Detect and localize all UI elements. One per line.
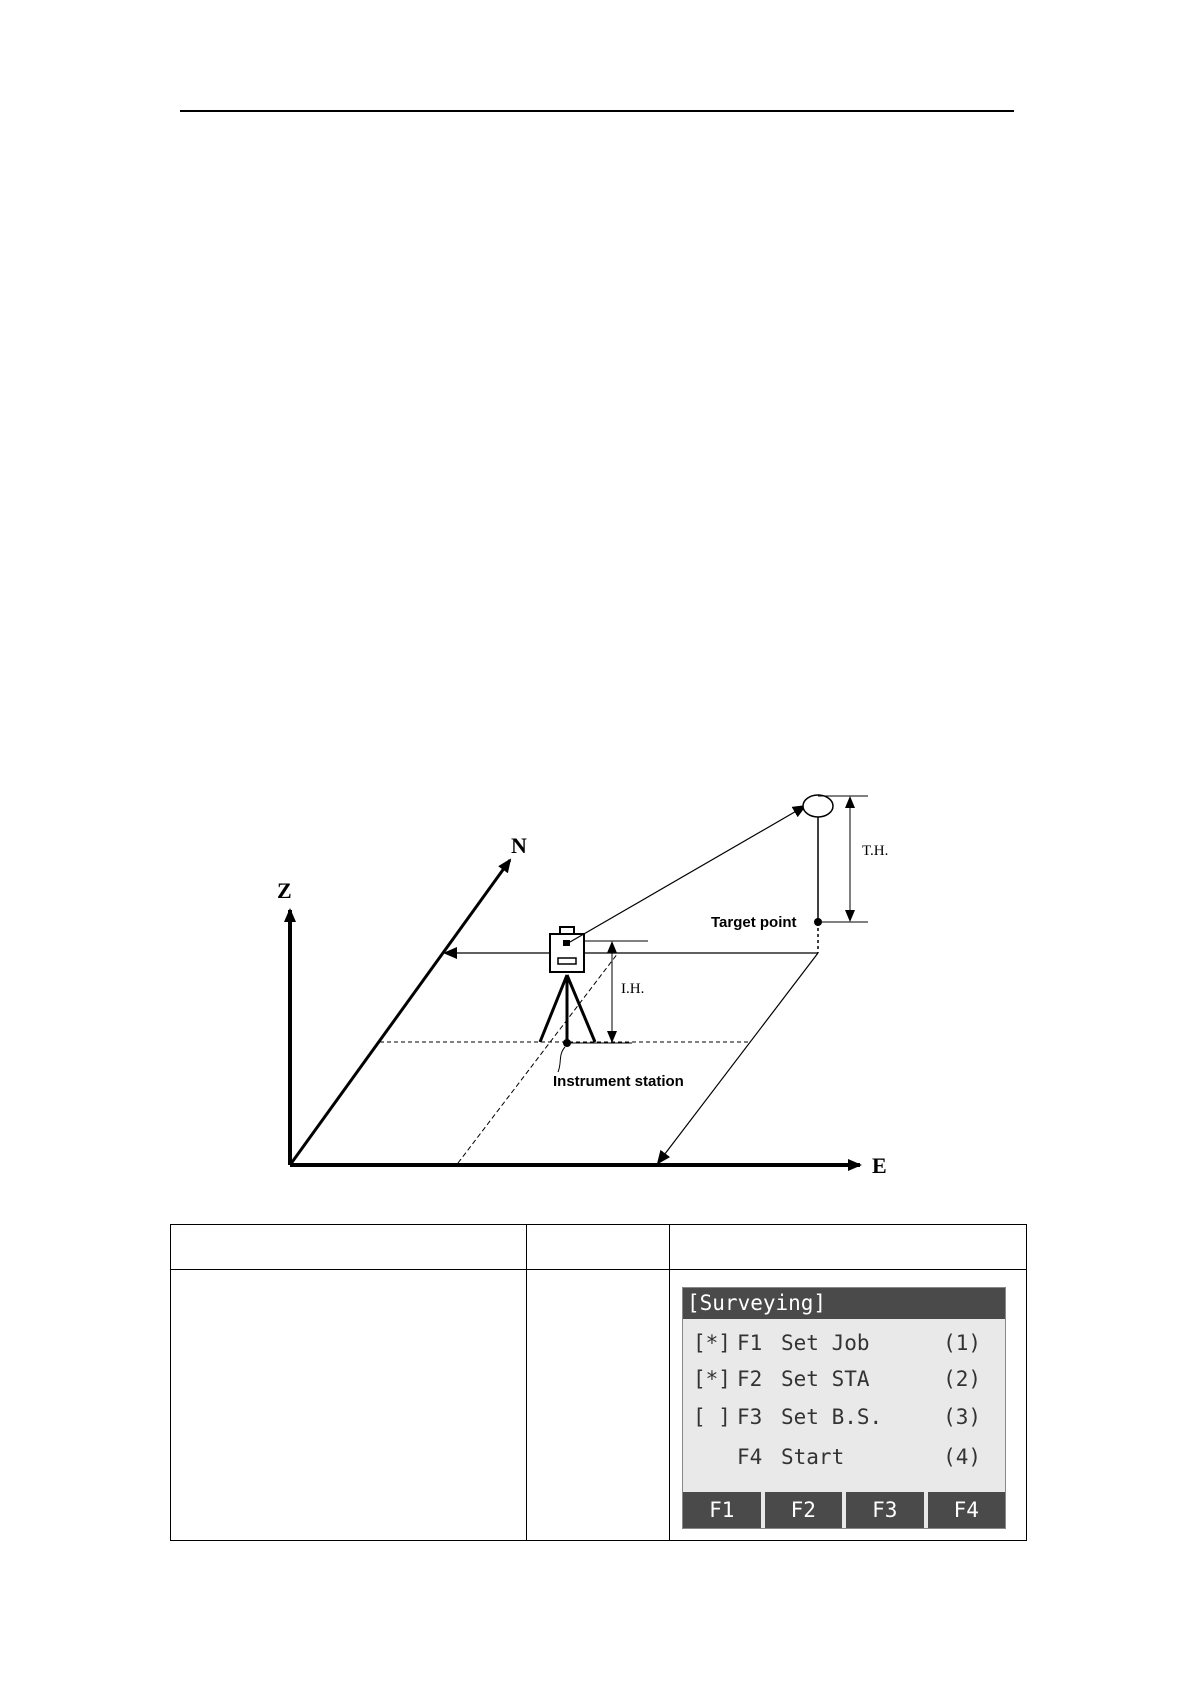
key-cell: [527, 1270, 670, 1541]
function-key-label: F4: [737, 1445, 763, 1469]
ih-arrow-top: [607, 941, 617, 953]
softkey-f3[interactable]: F3: [846, 1492, 924, 1528]
table-header-row: [171, 1225, 1027, 1270]
instrument-station-point: [563, 1039, 571, 1047]
th-label: T.H.: [862, 843, 889, 859]
axis-n-label: N: [511, 833, 527, 858]
table-row: [171, 1270, 1027, 1541]
menu-item-label: Set Job: [781, 1331, 870, 1355]
menu-item-set-bs[interactable]: [683, 1400, 1005, 1434]
softkey-f4[interactable]: F4: [928, 1492, 1006, 1528]
menu-item-set-sta[interactable]: [683, 1362, 1005, 1396]
header-cell: [670, 1225, 1027, 1270]
instrument-station-label: Instrument station: [553, 1073, 684, 1090]
axis-z-label: Z: [277, 878, 292, 903]
header-cell: [527, 1225, 670, 1270]
menu-item-set-job[interactable]: [683, 1326, 1005, 1360]
menu-item-number: (1): [943, 1331, 981, 1355]
th-arrow-top: [845, 796, 855, 808]
display-cell: [670, 1270, 1027, 1541]
menu-item-label: Start: [781, 1445, 845, 1469]
th-arrow-bottom: [845, 910, 855, 922]
function-key-label: F2: [737, 1367, 763, 1391]
header-cell: [171, 1225, 527, 1270]
ih-arrow-bottom: [607, 1031, 617, 1043]
instrument-body: [550, 934, 584, 972]
target-point-label: Target point: [711, 914, 797, 931]
axis-e-label: E: [872, 1153, 887, 1178]
coordinate-diagram-svg: [220, 760, 920, 1190]
status-mark: [ ]: [693, 1405, 731, 1429]
screen-title: [Surveying]: [683, 1288, 1005, 1319]
instrument-display: [558, 958, 576, 964]
ih-label: I.H.: [621, 981, 645, 997]
operation-cell: [171, 1270, 527, 1541]
n-axis: [290, 860, 510, 1165]
softkey-bar: [683, 1492, 1005, 1528]
menu-item-number: (4): [943, 1445, 981, 1469]
menu-item-label: Set STA: [781, 1367, 870, 1391]
header-rule: [180, 110, 1014, 112]
instrument-lens: [563, 940, 570, 946]
function-key-label: F1: [737, 1331, 763, 1355]
status-mark: [*]: [693, 1331, 731, 1355]
function-key-label: F3: [737, 1405, 763, 1429]
prism-target: [803, 795, 833, 817]
ground-right-edge: [658, 953, 818, 1163]
operation-table: [170, 1224, 1027, 1541]
menu-item-number: (3): [943, 1405, 981, 1429]
menu-item-start[interactable]: [683, 1440, 1005, 1474]
instrument-screen: [682, 1287, 1006, 1529]
tripod-leg-left: [540, 975, 567, 1042]
coordinate-diagram: [220, 760, 920, 1190]
softkey-f2[interactable]: F2: [765, 1492, 843, 1528]
menu-item-label: Set B.S.: [781, 1405, 883, 1429]
softkey-f1[interactable]: F1: [683, 1492, 761, 1528]
tripod-leg-right: [567, 975, 595, 1042]
menu-item-number: (2): [943, 1367, 981, 1391]
station-leader: [558, 1047, 565, 1072]
status-mark: [*]: [693, 1367, 731, 1391]
ground-dashed-slant: [458, 953, 618, 1163]
